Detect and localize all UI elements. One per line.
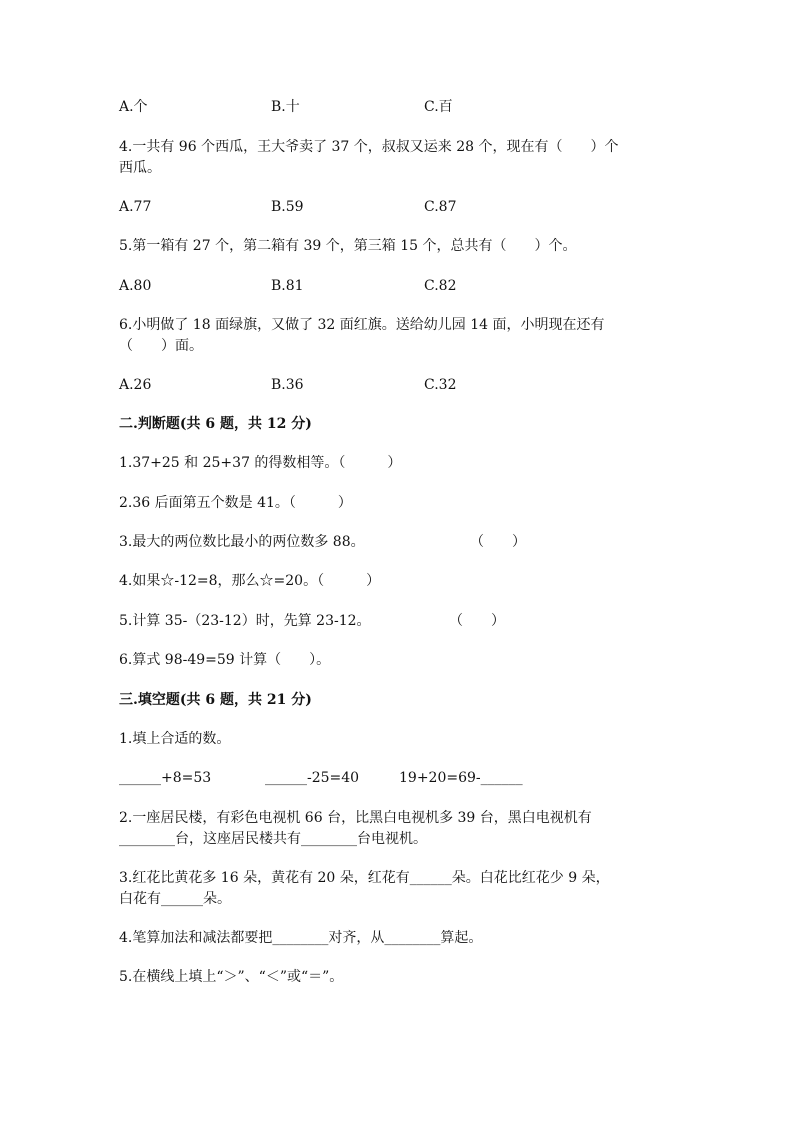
judge-item-1: 1.37+25 和 25+37 的得数相等。（ ） — [119, 455, 402, 471]
q6-text-line1: 6.小明做了 18 面绿旗，又做了 32 面红旗。送给幼儿园 14 面，小明现在还有 — [119, 317, 605, 333]
fill-q5-text: 5.在横线上填上“＞”、“＜”或“＝”。 — [119, 969, 344, 985]
fill-q1-equation-2: ______-25=40 — [265, 770, 360, 786]
q4-text-line1: 4.一共有 96 个西瓜，王大爷卖了 37 个，叔叔又运来 28 个，现在有（ ）个 — [119, 139, 619, 155]
fill-q2-text-line1: 2.一座居民楼，有彩色电视机 66 台，比黑白电视机多 39 台，黑白电视机有 — [119, 810, 592, 826]
q3-option-c: C.百 — [424, 99, 453, 115]
q5-option-b: B.81 — [271, 278, 304, 294]
q6-option-b: B.36 — [271, 377, 304, 393]
q5-text: 5.第一箱有 27 个，第二箱有 39 个，第三箱 15 个，总共有（ ）个。 — [119, 238, 577, 254]
judge-item-6: 6.算式 98-49=59 计算（ ）。 — [119, 652, 331, 668]
judge-item-3-answer-paren: （ ） — [470, 534, 526, 550]
fill-q1-equation-1: ______+8=53 — [119, 770, 212, 786]
fill-q1-text: 1.填上合适的数。 — [119, 731, 231, 747]
judge-item-5-answer-paren: （ ） — [449, 613, 505, 629]
section2-heading: 二.判断题(共 6 题，共 12 分) — [119, 416, 312, 432]
q5-option-a: A.80 — [119, 278, 152, 294]
fill-q3-text-line1: 3.红花比黄花多 16 朵，黄花有 20 朵，红花有______朵。白花比红花少 9 朵， — [119, 870, 610, 886]
q6-option-c: C.32 — [424, 377, 457, 393]
q6-option-a: A.26 — [119, 377, 152, 393]
judge-item-5: 5.计算 35-（23-12）时，先算 23-12。 — [119, 613, 371, 629]
q4-option-c: C.87 — [424, 199, 457, 215]
section3-heading: 三.填空题(共 6 题，共 21 分) — [119, 692, 312, 708]
q3-option-b: B.十 — [271, 99, 300, 115]
q6-text-line2: （ ）面。 — [119, 338, 203, 354]
fill-q3-text-line2: 白花有______朵。 — [119, 891, 231, 907]
q3-option-a: A.个 — [119, 99, 148, 115]
fill-q4-text: 4.笔算加法和减法都要把________对齐，从________算起。 — [119, 930, 483, 946]
fill-q2-text-line2: ________台，这座居民楼共有________台电视机。 — [119, 831, 427, 847]
q4-option-b: B.59 — [271, 199, 304, 215]
q4-option-a: A.77 — [119, 199, 152, 215]
fill-q1-equation-3: 19+20=69-______ — [399, 770, 523, 786]
q4-text-line2: 西瓜。 — [119, 160, 161, 176]
judge-item-3: 3.最大的两位数比最小的两位数多 88。 — [119, 534, 365, 550]
judge-item-2: 2.36 后面第五个数是 41。（ ） — [119, 495, 352, 511]
judge-item-4: 4.如果☆-12=8，那么☆=20。（ ） — [119, 573, 381, 589]
q5-option-c: C.82 — [424, 278, 457, 294]
